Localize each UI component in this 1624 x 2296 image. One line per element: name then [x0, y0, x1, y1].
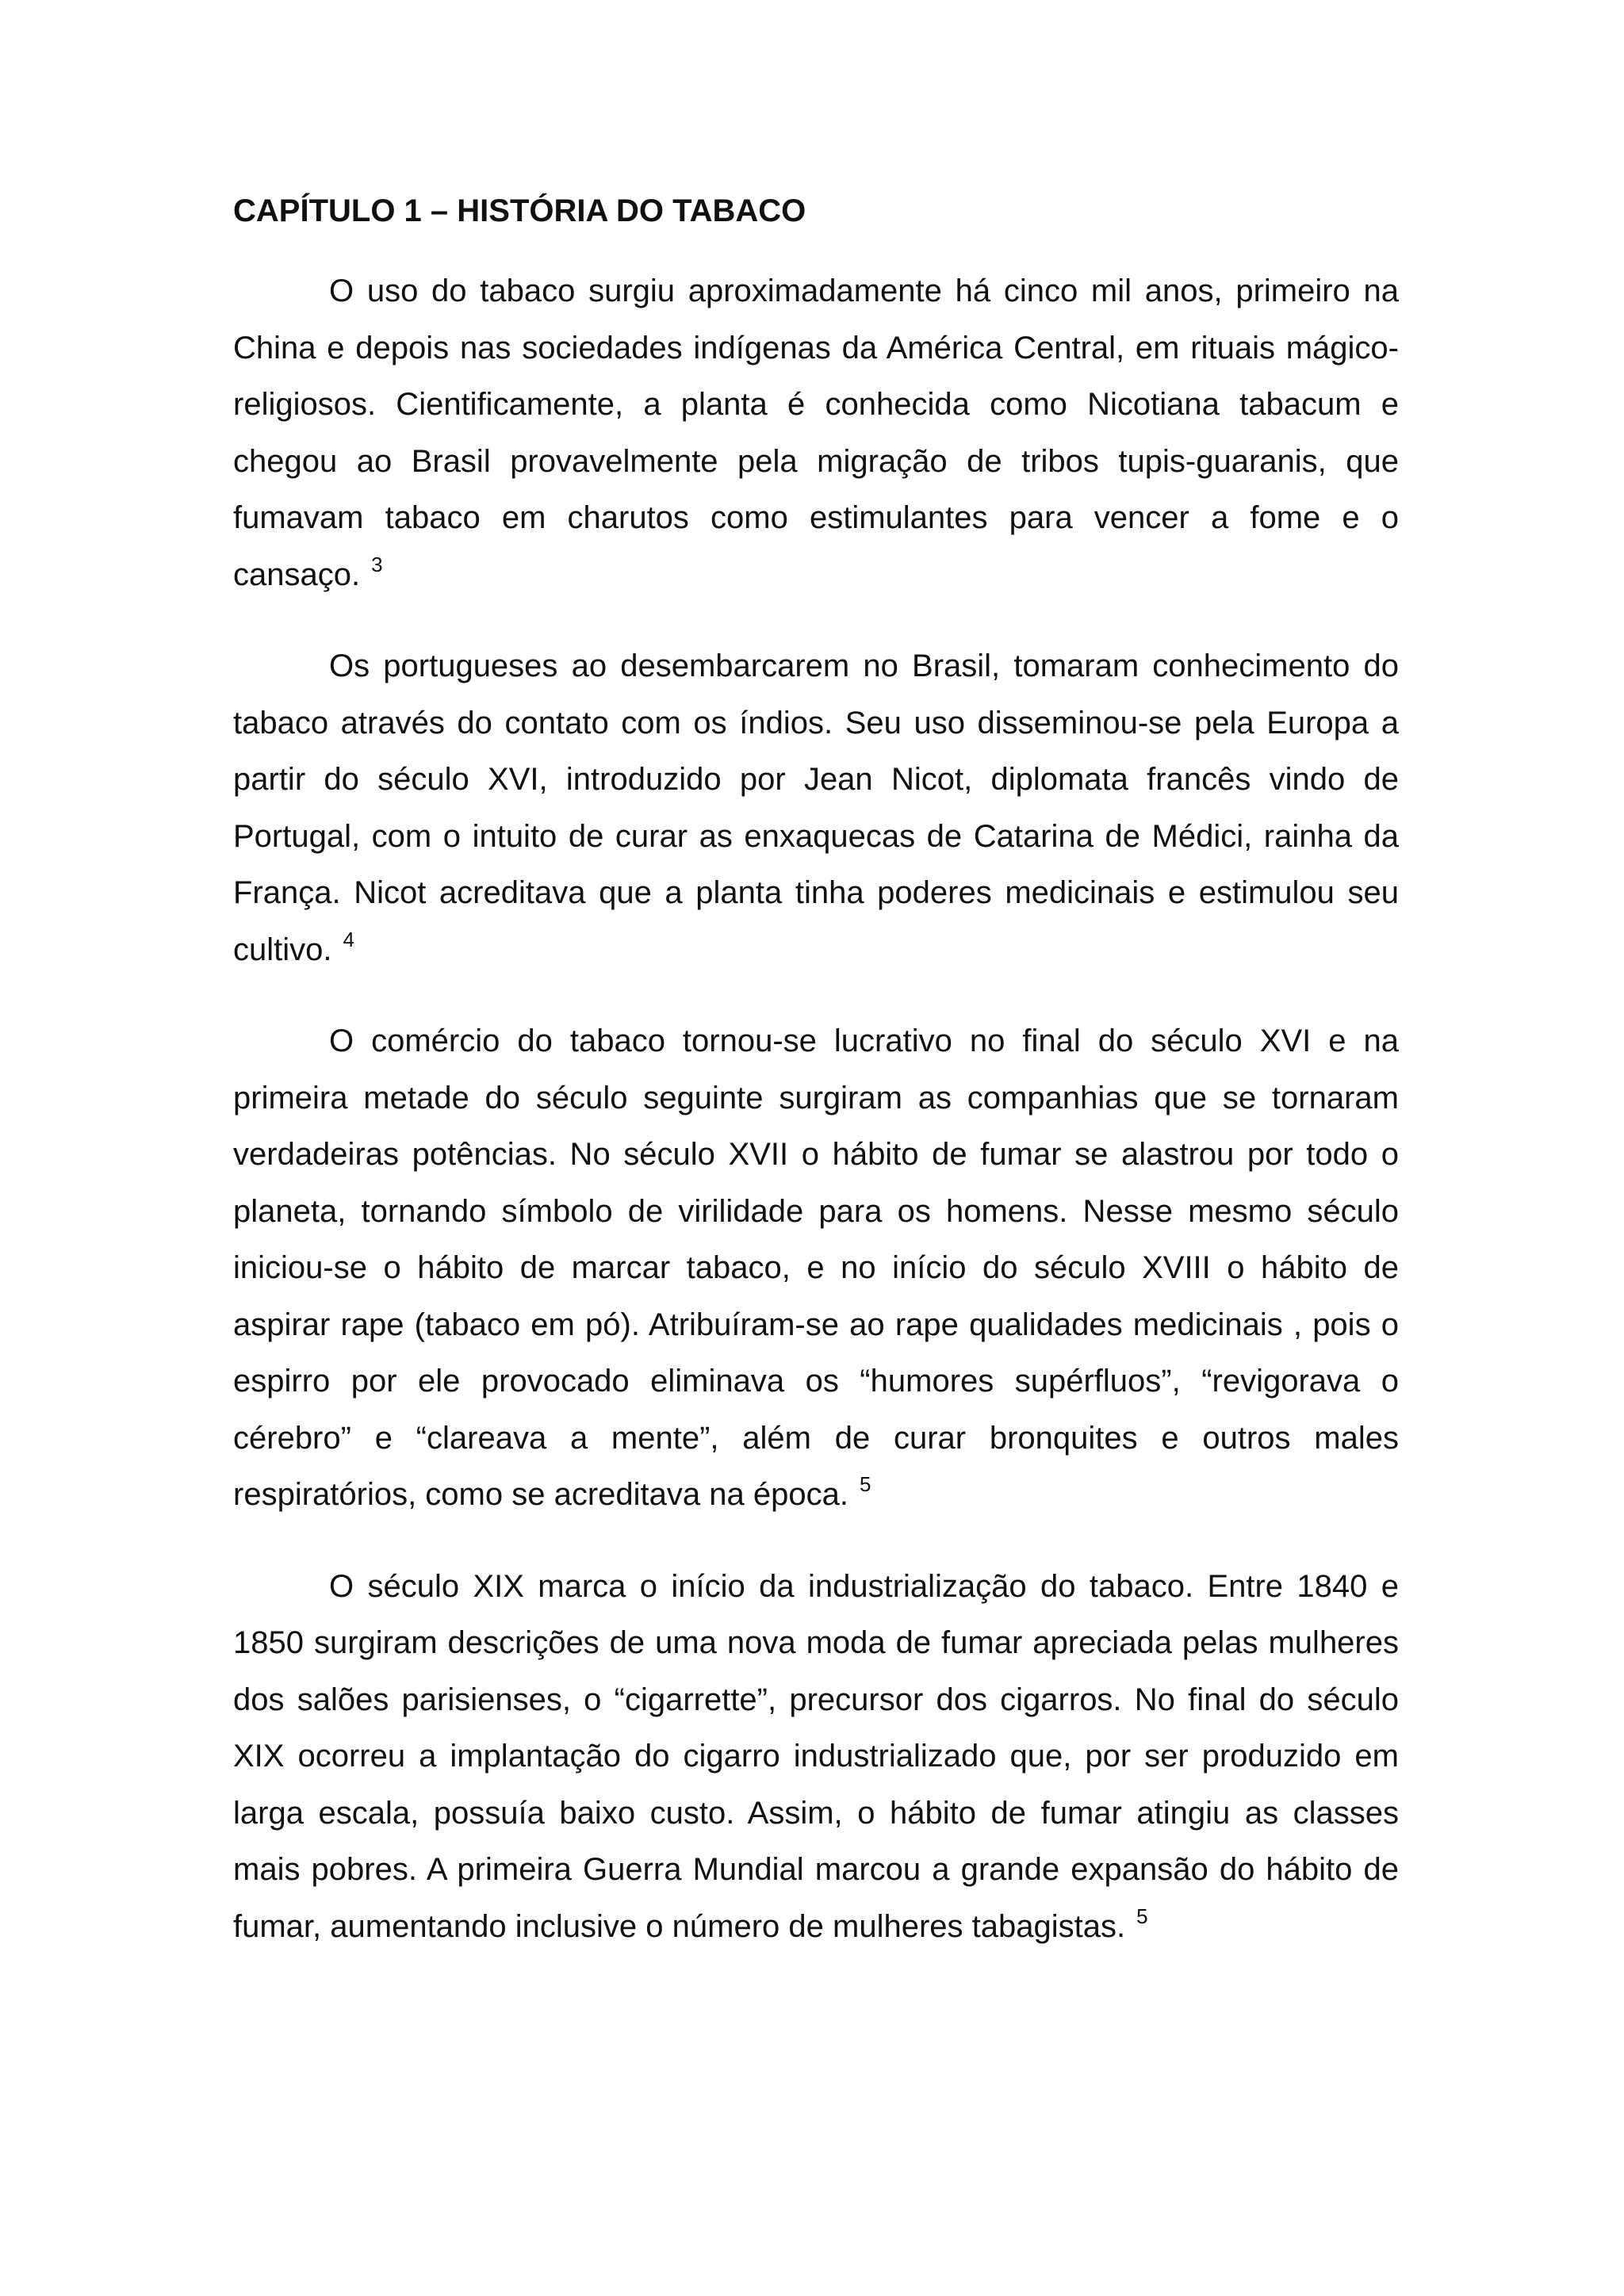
paragraph-2	[233, 638, 1399, 978]
paragraph-text: O comércio do tabaco tornou-se lucrativo no final do século XVI e na primeira metade do século seguinte surgiram as companhias que se tornaram verdadeiras potências. No século XVII o hábito de fumar se alastrou por todo o planeta, tornando símbolo de virilidade para os homens. Nesse mesmo século iniciou-se o hábito de marcar tabaco, e no início do século XVIII o hábito de aspirar rape (tabaco em pó). Atribuíram-se ao rape qualidades medicinais , pois o espirro por ele provocado eliminava os “humores supérfluos”, “revigorava o cérebro” e “clareava a mente”, além de curar bronquites e outros males respiratórios, como se acreditava na época.	[233, 1024, 1399, 1512]
footnote-marker: 4	[343, 927, 354, 951]
paragraph-1	[233, 263, 1399, 603]
footnote-marker: 5	[859, 1472, 871, 1496]
paragraph-3	[233, 1013, 1399, 1524]
chapter-title: CAPÍTULO 1 – HISTÓRIA DO TABACO	[233, 193, 806, 228]
footnote-marker: 3	[371, 552, 383, 576]
paragraph-text: O século XIX marca o início da industrialização do tabaco. Entre 1840 e 1850 surgiram descrições de uma nova moda de fumar apreciada pelas mulheres dos salões parisienses, o “cigarrette”, precursor dos cigarros. No final do século XIX ocorreu a implantação do cigarro industrializado que, por ser produzido em larga escala, possuía baixo custo. Assim, o hábito de fumar atingiu as classes mais pobres. A primeira Guerra Mundial marcou a grande expansão do hábito de fumar, aumentando inclusive o número de mulheres tabagistas.	[233, 1568, 1399, 1944]
paragraph-text: O uso do tabaco surgiu aproximadamente há cinco mil anos, primeiro na China e depois nas sociedades indígenas da América Central, em rituais mágico-religiosos. Cientificamente, a planta é conhecida como Nicotiana tabacum e chegou ao Brasil provavelmente pela migração de tribos tupis-guaranis, que fumavam tabaco em charutos como estimulantes para vencer a fome e o cansaço.	[233, 274, 1399, 592]
document-page	[233, 189, 1399, 1990]
paragraph-text: Os portugueses ao desembarcarem no Brasil, tomaram conhecimento do tabaco através do contato com os índios. Seu uso disseminou-se pela Europa a partir do século XVI, introduzido por Jean Nicot, diplomata francês vindo de Portugal, com o intuito de curar as enxaquecas de Catarina de Médici, rainha da França. Nicot acreditava que a planta tinha poderes medicinais e estimulou seu cultivo.	[233, 649, 1399, 967]
footnote-marker: 5	[1136, 1904, 1148, 1928]
paragraph-4	[233, 1559, 1399, 1956]
